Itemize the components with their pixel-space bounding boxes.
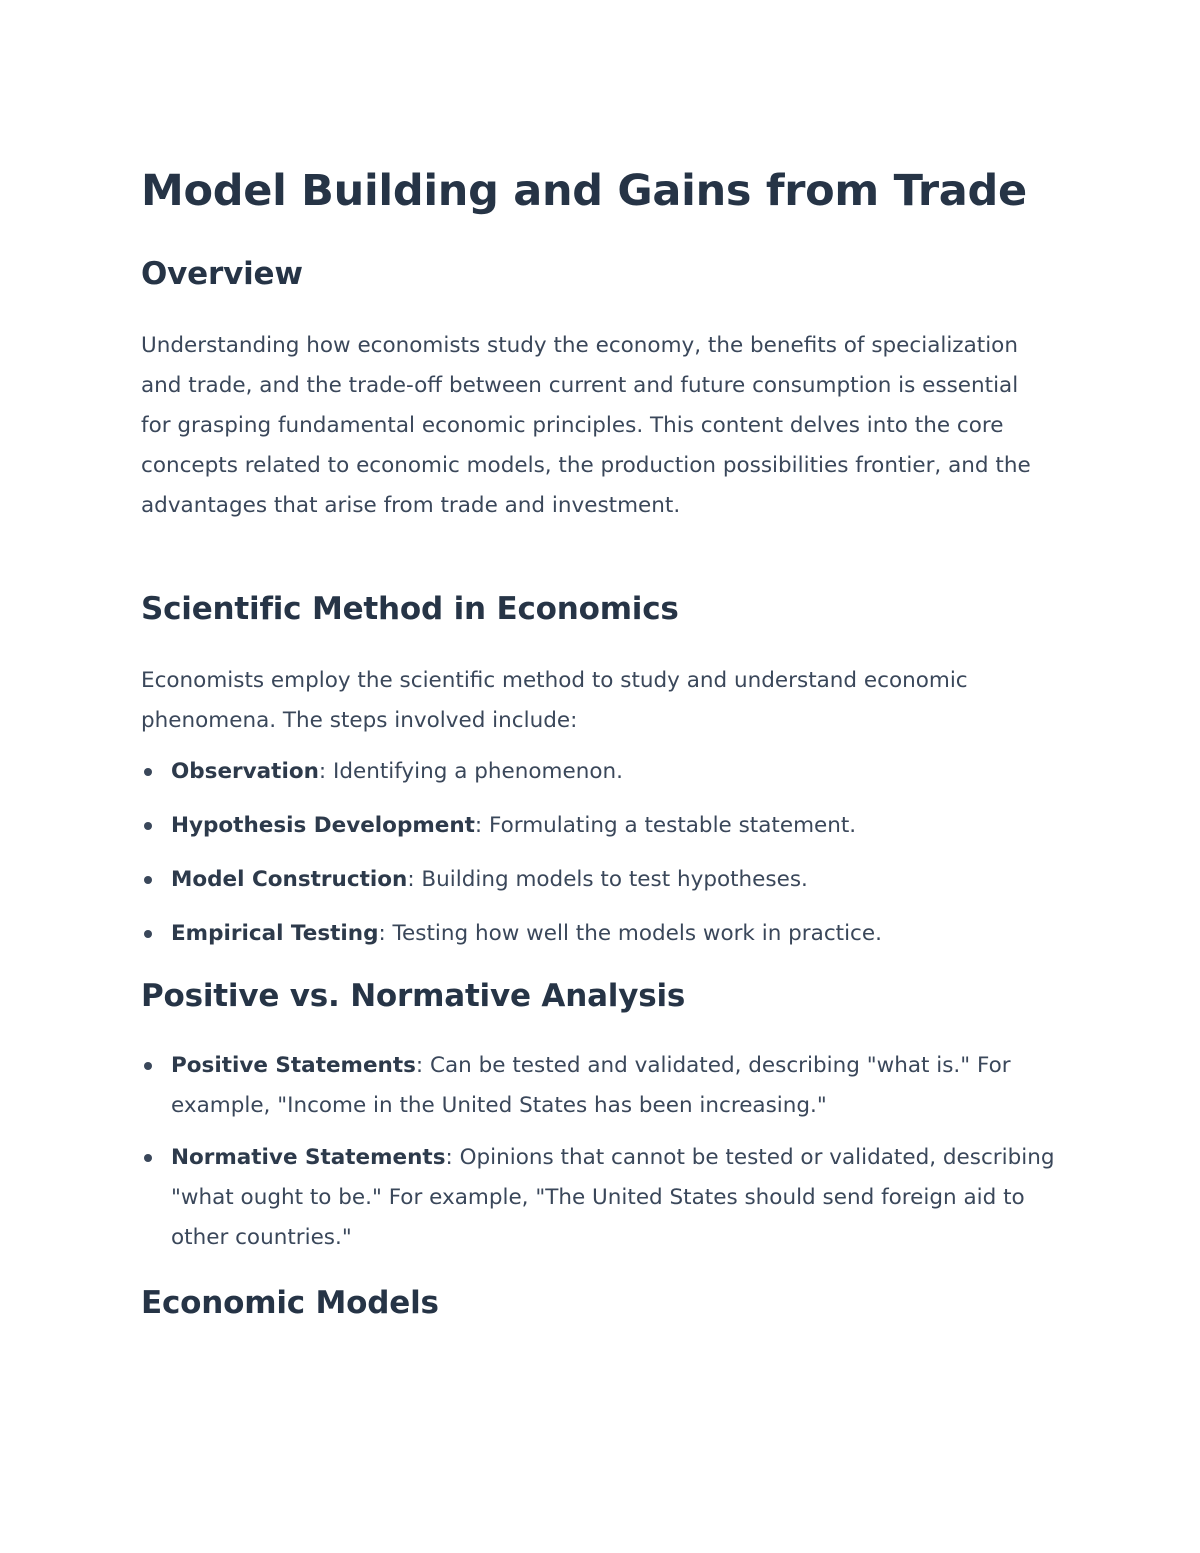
bullet-icon [144,768,152,776]
list-item-text: : Identifying a phenomenon. [318,759,623,784]
bullet-icon [144,822,152,830]
list-item [141,1138,1061,1258]
section-heading-positive-normative: Positive vs. Normative Analysis [141,978,686,1014]
positive-normative-list [141,1046,1061,1270]
bullet-icon [144,930,152,938]
bullet-icon [144,876,152,884]
list-item-text: : Testing how well the models work in practice. [378,921,882,946]
list-item [141,914,1061,954]
section-heading-economic-models: Economic Models [141,1285,439,1321]
scientific-method-paragraph: Economists employ the scientific method to study and understand economic phenomena. The steps involved include: [141,668,968,733]
overview-paragraph: Understanding how economists study the economy, the benefits of specialization and trade, and the trade-off between current and future consumption is essential for grasping fundamental economic principles. This content delves into the core concepts related to economic models, the production possibilities frontier, and the advantages that arise from trade and investment. [141,333,1031,518]
section-heading-overview: Overview [141,256,303,292]
list-item [141,1046,1061,1126]
list-item-term: Empirical Testing [171,921,379,946]
list-item [141,860,1061,900]
list-item-text: : Opinions that cannot be tested or validated, describing "what ought to be." For example, "The United States should send foreign aid to other countries." [171,1145,1055,1250]
document-title: Model Building and Gains from Trade [141,166,1027,216]
list-item-term: Positive Statements [171,1053,416,1078]
list-item-term: Hypothesis Development [171,813,475,838]
list-item [141,806,1061,846]
bullet-icon [144,1062,152,1070]
list-item-text: : Building models to test hypotheses. [407,867,808,892]
bullet-icon [144,1154,152,1162]
list-item-term: Model Construction [171,867,408,892]
list-item [141,752,1061,792]
list-item-term: Normative Statements [171,1145,446,1170]
list-item-term: Observation [171,759,319,784]
list-item-text: : Formulating a testable statement. [474,813,857,838]
scientific-method-steps-list [141,752,1061,968]
section-heading-scientific-method: Scientific Method in Economics [141,591,679,627]
list-item-text: : Can be tested and validated, describing "what is." For example, "Income in the United States has been increasing." [171,1053,1011,1118]
